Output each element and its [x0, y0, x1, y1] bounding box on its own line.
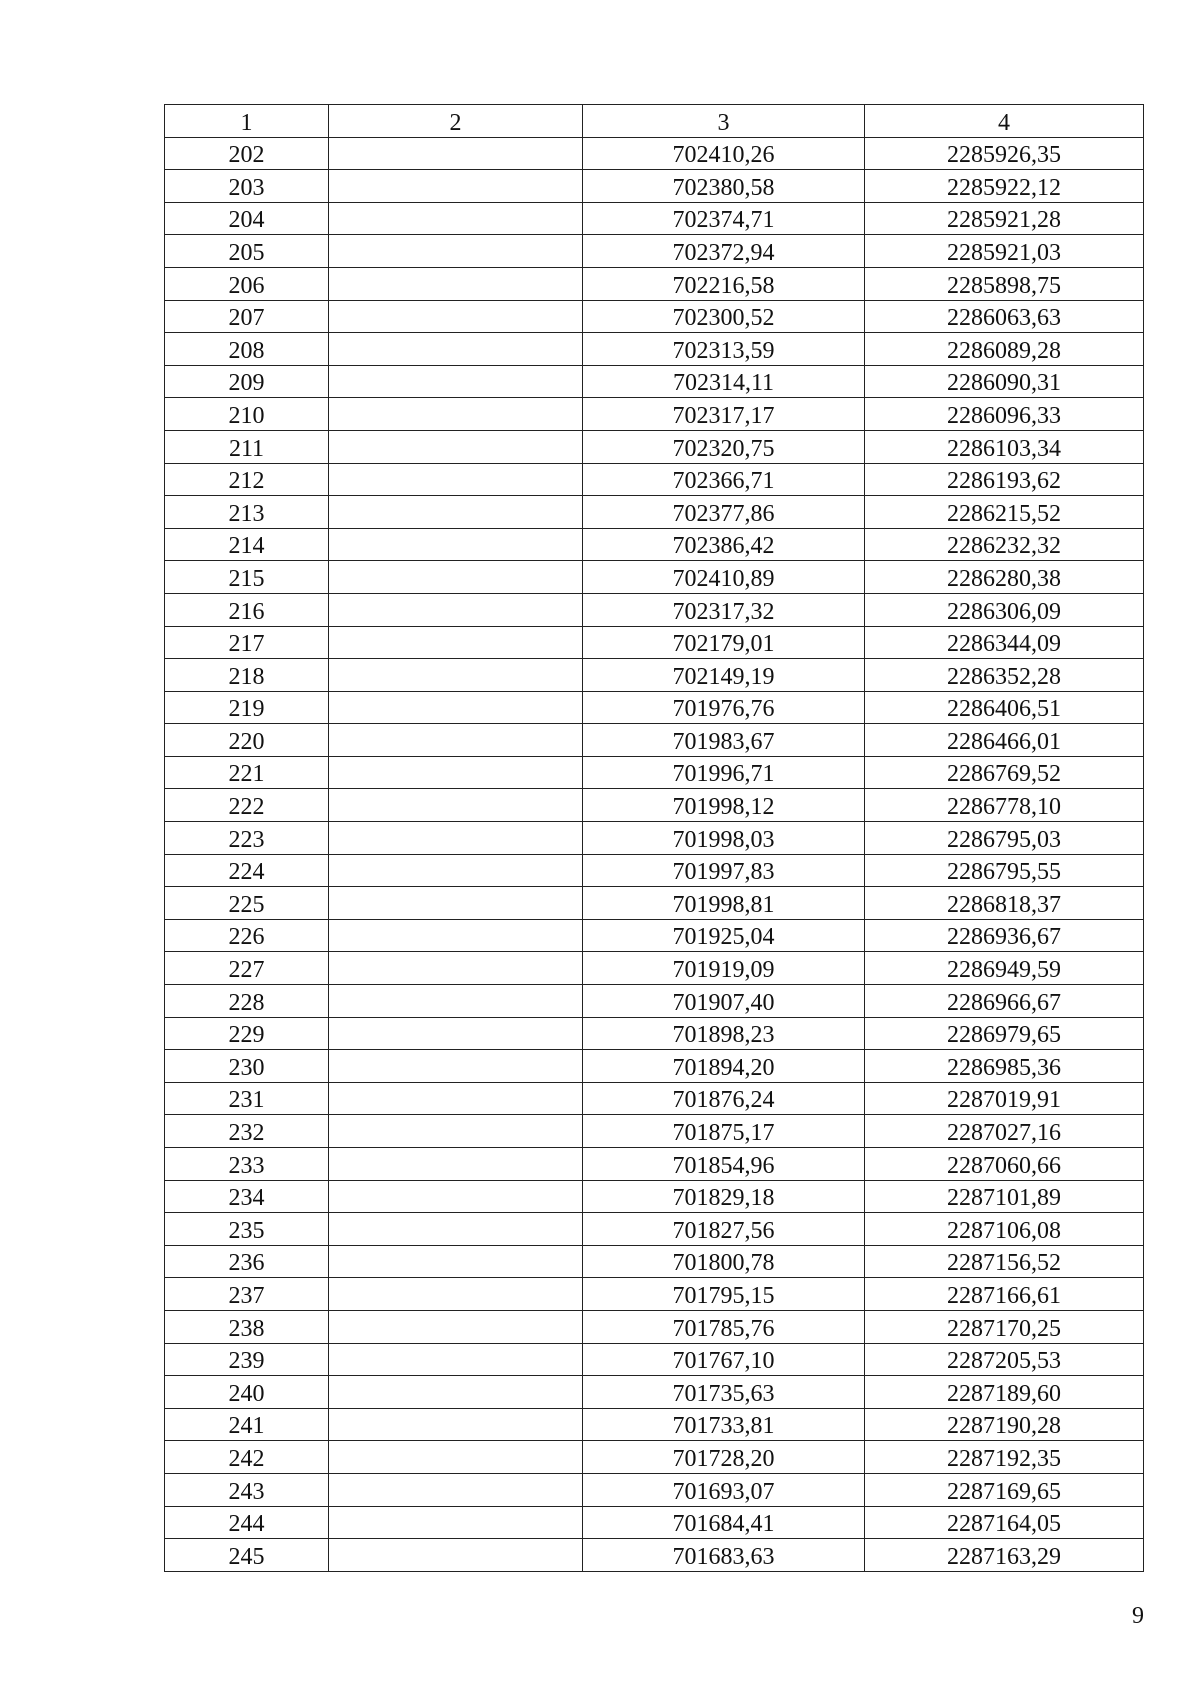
point-number-cell: 216	[165, 593, 329, 626]
x-coordinate-cell: 701983,67	[583, 724, 865, 757]
name-cell	[329, 1180, 583, 1213]
y-coordinate-cell: 2287190,28	[865, 1408, 1144, 1441]
y-coordinate-cell: 2285921,28	[865, 202, 1144, 235]
name-cell	[329, 1050, 583, 1083]
x-coordinate-cell: 701925,04	[583, 919, 865, 952]
x-coordinate-cell: 701733,81	[583, 1408, 865, 1441]
name-cell	[329, 626, 583, 659]
point-number-cell: 239	[165, 1343, 329, 1376]
table-row	[165, 1376, 1144, 1409]
y-coordinate-cell: 2286778,10	[865, 789, 1144, 822]
y-coordinate-cell: 2285926,35	[865, 137, 1144, 170]
x-coordinate-cell: 701785,76	[583, 1310, 865, 1343]
name-cell	[329, 496, 583, 529]
table-row	[165, 463, 1144, 496]
point-number-cell: 215	[165, 561, 329, 594]
y-coordinate-cell: 2287192,35	[865, 1441, 1144, 1474]
point-number-cell: 236	[165, 1245, 329, 1278]
y-coordinate-cell: 2286818,37	[865, 887, 1144, 920]
name-cell	[329, 1245, 583, 1278]
x-coordinate-cell: 702179,01	[583, 626, 865, 659]
y-coordinate-cell: 2286232,32	[865, 528, 1144, 561]
table-row	[165, 659, 1144, 692]
point-number-cell: 204	[165, 202, 329, 235]
table-row	[165, 1213, 1144, 1246]
point-number-cell: 222	[165, 789, 329, 822]
x-coordinate-cell: 701827,56	[583, 1213, 865, 1246]
point-number-cell: 210	[165, 398, 329, 431]
point-number-cell: 232	[165, 1115, 329, 1148]
y-coordinate-cell: 2287019,91	[865, 1082, 1144, 1115]
x-coordinate-cell: 702380,58	[583, 170, 865, 203]
table-row	[165, 593, 1144, 626]
point-number-cell: 212	[165, 463, 329, 496]
x-coordinate-cell: 701919,09	[583, 952, 865, 985]
y-coordinate-cell: 2286344,09	[865, 626, 1144, 659]
x-coordinate-cell: 702372,94	[583, 235, 865, 268]
y-coordinate-cell: 2287164,05	[865, 1506, 1144, 1539]
name-cell	[329, 561, 583, 594]
name-cell	[329, 919, 583, 952]
name-cell	[329, 1082, 583, 1115]
x-coordinate-cell: 702377,86	[583, 496, 865, 529]
table-row	[165, 333, 1144, 366]
x-coordinate-cell: 701997,83	[583, 854, 865, 887]
y-coordinate-cell: 2285922,12	[865, 170, 1144, 203]
x-coordinate-cell: 702300,52	[583, 300, 865, 333]
name-cell	[329, 1310, 583, 1343]
y-coordinate-cell: 2286466,01	[865, 724, 1144, 757]
x-coordinate-cell: 702317,17	[583, 398, 865, 431]
page-number: 9	[1132, 1603, 1144, 1629]
name-cell	[329, 137, 583, 170]
y-coordinate-cell: 2286769,52	[865, 756, 1144, 789]
name-cell	[329, 756, 583, 789]
y-coordinate-cell: 2286936,67	[865, 919, 1144, 952]
name-cell	[329, 463, 583, 496]
y-coordinate-cell: 2286215,52	[865, 496, 1144, 529]
x-coordinate-cell: 701854,96	[583, 1148, 865, 1181]
table-row	[165, 528, 1144, 561]
x-coordinate-cell: 701684,41	[583, 1506, 865, 1539]
point-number-cell: 203	[165, 170, 329, 203]
point-number-cell: 233	[165, 1148, 329, 1181]
point-number-cell: 226	[165, 919, 329, 952]
y-coordinate-cell: 2286090,31	[865, 365, 1144, 398]
point-number-cell: 242	[165, 1441, 329, 1474]
x-coordinate-cell: 701998,12	[583, 789, 865, 822]
point-number-cell: 208	[165, 333, 329, 366]
x-coordinate-cell: 701875,17	[583, 1115, 865, 1148]
table-row	[165, 1408, 1144, 1441]
point-number-cell: 237	[165, 1278, 329, 1311]
point-number-cell: 223	[165, 822, 329, 855]
name-cell	[329, 1408, 583, 1441]
table-row	[165, 985, 1144, 1018]
y-coordinate-cell: 2286193,62	[865, 463, 1144, 496]
table-row	[165, 887, 1144, 920]
y-coordinate-cell: 2287101,89	[865, 1180, 1144, 1213]
point-number-cell: 211	[165, 430, 329, 463]
point-number-cell: 221	[165, 756, 329, 789]
name-cell	[329, 1473, 583, 1506]
name-cell	[329, 170, 583, 203]
y-coordinate-cell: 2286966,67	[865, 985, 1144, 1018]
x-coordinate-cell: 702374,71	[583, 202, 865, 235]
table-row	[165, 1017, 1144, 1050]
point-number-cell: 209	[165, 365, 329, 398]
x-coordinate-cell: 702314,11	[583, 365, 865, 398]
table-row	[165, 137, 1144, 170]
name-cell	[329, 333, 583, 366]
name-cell	[329, 528, 583, 561]
y-coordinate-cell: 2285898,75	[865, 267, 1144, 300]
name-cell	[329, 1017, 583, 1050]
table-row	[165, 1506, 1144, 1539]
y-coordinate-cell: 2286949,59	[865, 952, 1144, 985]
table-row	[165, 952, 1144, 985]
table-row	[165, 756, 1144, 789]
table-row	[165, 789, 1144, 822]
table-row	[165, 1343, 1144, 1376]
y-coordinate-cell: 2286795,03	[865, 822, 1144, 855]
point-number-cell: 205	[165, 235, 329, 268]
table-row	[165, 1115, 1144, 1148]
table-row	[165, 300, 1144, 333]
name-cell	[329, 1148, 583, 1181]
y-coordinate-cell: 2286352,28	[865, 659, 1144, 692]
y-coordinate-cell: 2287166,61	[865, 1278, 1144, 1311]
table-row	[165, 1278, 1144, 1311]
name-cell	[329, 659, 583, 692]
x-coordinate-cell: 701898,23	[583, 1017, 865, 1050]
name-cell	[329, 724, 583, 757]
table-row	[165, 1473, 1144, 1506]
table-row	[165, 267, 1144, 300]
point-number-cell: 214	[165, 528, 329, 561]
table-row	[165, 1148, 1144, 1181]
x-coordinate-cell: 701996,71	[583, 756, 865, 789]
point-number-cell: 229	[165, 1017, 329, 1050]
x-coordinate-cell: 702216,58	[583, 267, 865, 300]
name-cell	[329, 952, 583, 985]
point-number-cell: 243	[165, 1473, 329, 1506]
column-header-2: 2	[329, 105, 583, 138]
point-number-cell: 228	[165, 985, 329, 1018]
point-number-cell: 240	[165, 1376, 329, 1409]
x-coordinate-cell: 702313,59	[583, 333, 865, 366]
point-number-cell: 218	[165, 659, 329, 692]
name-cell	[329, 365, 583, 398]
name-cell	[329, 430, 583, 463]
name-cell	[329, 789, 583, 822]
name-cell	[329, 1441, 583, 1474]
name-cell	[329, 235, 583, 268]
y-coordinate-cell: 2286280,38	[865, 561, 1144, 594]
y-coordinate-cell: 2287106,08	[865, 1213, 1144, 1246]
y-coordinate-cell: 2286089,28	[865, 333, 1144, 366]
x-coordinate-cell: 701907,40	[583, 985, 865, 1018]
point-number-cell: 230	[165, 1050, 329, 1083]
table-row	[165, 1539, 1144, 1572]
name-cell	[329, 267, 583, 300]
point-number-cell: 225	[165, 887, 329, 920]
name-cell	[329, 887, 583, 920]
table-row	[165, 430, 1144, 463]
point-number-cell: 224	[165, 854, 329, 887]
y-coordinate-cell: 2287027,16	[865, 1115, 1144, 1148]
y-coordinate-cell: 2287169,65	[865, 1473, 1144, 1506]
y-coordinate-cell: 2287205,53	[865, 1343, 1144, 1376]
name-cell	[329, 822, 583, 855]
x-coordinate-cell: 701998,03	[583, 822, 865, 855]
y-coordinate-cell: 2287163,29	[865, 1539, 1144, 1572]
table-row	[165, 691, 1144, 724]
name-cell	[329, 593, 583, 626]
name-cell	[329, 1343, 583, 1376]
name-cell	[329, 1539, 583, 1572]
x-coordinate-cell: 702386,42	[583, 528, 865, 561]
y-coordinate-cell: 2286406,51	[865, 691, 1144, 724]
table-row	[165, 1050, 1144, 1083]
x-coordinate-cell: 701693,07	[583, 1473, 865, 1506]
coordinates-table	[164, 104, 1144, 1572]
x-coordinate-cell: 702317,32	[583, 593, 865, 626]
y-coordinate-cell: 2286985,36	[865, 1050, 1144, 1083]
table-row	[165, 170, 1144, 203]
table-row	[165, 1082, 1144, 1115]
table-row	[165, 724, 1144, 757]
table-row	[165, 1441, 1144, 1474]
table-row	[165, 202, 1144, 235]
table-row	[165, 854, 1144, 887]
y-coordinate-cell: 2286306,09	[865, 593, 1144, 626]
point-number-cell: 206	[165, 267, 329, 300]
name-cell	[329, 985, 583, 1018]
x-coordinate-cell: 701728,20	[583, 1441, 865, 1474]
y-coordinate-cell: 2286103,34	[865, 430, 1144, 463]
point-number-cell: 227	[165, 952, 329, 985]
name-cell	[329, 1115, 583, 1148]
point-number-cell: 213	[165, 496, 329, 529]
name-cell	[329, 1506, 583, 1539]
name-cell	[329, 1213, 583, 1246]
name-cell	[329, 1278, 583, 1311]
table-row	[165, 1310, 1144, 1343]
point-number-cell: 217	[165, 626, 329, 659]
x-coordinate-cell: 701683,63	[583, 1539, 865, 1572]
y-coordinate-cell: 2287156,52	[865, 1245, 1144, 1278]
point-number-cell: 244	[165, 1506, 329, 1539]
column-header-4: 4	[865, 105, 1144, 138]
x-coordinate-cell: 702366,71	[583, 463, 865, 496]
name-cell	[329, 300, 583, 333]
table-row	[165, 235, 1144, 268]
x-coordinate-cell: 701795,15	[583, 1278, 865, 1311]
x-coordinate-cell: 701998,81	[583, 887, 865, 920]
y-coordinate-cell: 2286795,55	[865, 854, 1144, 887]
column-header-3: 3	[583, 105, 865, 138]
name-cell	[329, 691, 583, 724]
x-coordinate-cell: 701767,10	[583, 1343, 865, 1376]
y-coordinate-cell: 2286096,33	[865, 398, 1144, 431]
x-coordinate-cell: 701829,18	[583, 1180, 865, 1213]
table-row	[165, 398, 1144, 431]
y-coordinate-cell: 2287189,60	[865, 1376, 1144, 1409]
point-number-cell: 202	[165, 137, 329, 170]
x-coordinate-cell: 702320,75	[583, 430, 865, 463]
y-coordinate-cell: 2286979,65	[865, 1017, 1144, 1050]
y-coordinate-cell: 2286063,63	[865, 300, 1144, 333]
y-coordinate-cell: 2287170,25	[865, 1310, 1144, 1343]
name-cell	[329, 398, 583, 431]
point-number-cell: 219	[165, 691, 329, 724]
table-row	[165, 1180, 1144, 1213]
point-number-cell: 235	[165, 1213, 329, 1246]
x-coordinate-cell: 701976,76	[583, 691, 865, 724]
point-number-cell: 241	[165, 1408, 329, 1441]
table-header-row	[165, 105, 1144, 138]
x-coordinate-cell: 701876,24	[583, 1082, 865, 1115]
table-row	[165, 822, 1144, 855]
y-coordinate-cell: 2287060,66	[865, 1148, 1144, 1181]
table-row	[165, 561, 1144, 594]
column-header-1: 1	[165, 105, 329, 138]
table-row	[165, 919, 1144, 952]
table-row	[165, 365, 1144, 398]
point-number-cell: 238	[165, 1310, 329, 1343]
point-number-cell: 207	[165, 300, 329, 333]
table-row	[165, 626, 1144, 659]
x-coordinate-cell: 702410,89	[583, 561, 865, 594]
point-number-cell: 245	[165, 1539, 329, 1572]
point-number-cell: 220	[165, 724, 329, 757]
point-number-cell: 234	[165, 1180, 329, 1213]
name-cell	[329, 854, 583, 887]
name-cell	[329, 1376, 583, 1409]
point-number-cell: 231	[165, 1082, 329, 1115]
x-coordinate-cell: 701800,78	[583, 1245, 865, 1278]
table-body	[165, 137, 1144, 1571]
table-row	[165, 496, 1144, 529]
table-row	[165, 1245, 1144, 1278]
y-coordinate-cell: 2285921,03	[865, 235, 1144, 268]
x-coordinate-cell: 701735,63	[583, 1376, 865, 1409]
x-coordinate-cell: 702410,26	[583, 137, 865, 170]
name-cell	[329, 202, 583, 235]
x-coordinate-cell: 702149,19	[583, 659, 865, 692]
x-coordinate-cell: 701894,20	[583, 1050, 865, 1083]
